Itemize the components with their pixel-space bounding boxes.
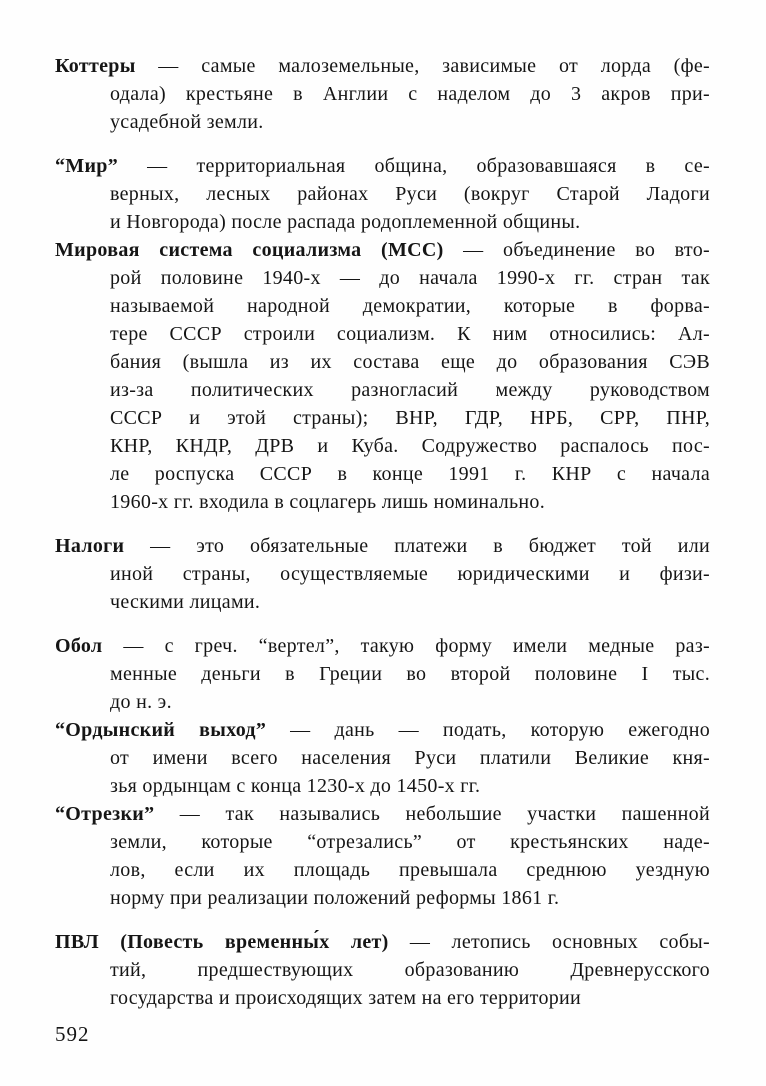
definition-line: земли, которые “отрезались” от крестьянских наде- (110, 831, 710, 853)
definition-line: ческими лицами. (110, 591, 261, 613)
definition-text: территориальная община, образовавшаяся в се- (196, 155, 710, 177)
definition-line: тере СССР строили социализм. К ним относились: Ал- (110, 323, 710, 345)
glossary-entry (55, 716, 710, 800)
definition-line: государства и происходящих затем на его территории (110, 987, 582, 1009)
definition-text: это обязательные платежи в бюджет той или (196, 535, 710, 557)
glossary-entry (55, 532, 710, 616)
term-separator: — (463, 239, 484, 261)
definition-line: из-за политических разногласий между руководством (110, 379, 710, 401)
term-separator: — (290, 719, 311, 741)
glossary-entry (55, 152, 710, 236)
definition-line: 1960-х гг. входила в соцлагерь лишь номинально. (110, 491, 546, 513)
glossary-entry (55, 632, 710, 716)
term-separator: — (150, 535, 171, 557)
definition-line: усадебной земли. (110, 111, 264, 133)
definition-line: и Новгорода) после распада родоплеменной общины. (110, 211, 581, 233)
glossary-term: “Ордынский выход” (55, 719, 267, 741)
page-number: 592 (55, 1022, 90, 1046)
glossary-term: Обол (55, 635, 103, 657)
definition-line: ле роспуска СССР в конце 1991 г. КНР с начала (110, 463, 710, 485)
glossary-entry (55, 928, 710, 1012)
term-separator: — (409, 931, 431, 953)
definition-line: норму при реализации положений реформы 1861 г. (110, 887, 560, 909)
definition-text: самые малоземельные, зависимые от лорда (фе- (201, 55, 710, 77)
glossary-entry (55, 52, 710, 136)
definition-line: тий, предшествующих образованию Древнерусского (110, 959, 710, 981)
definition-line: рой половине 1940-х — до начала 1990-х гг. стран так (110, 267, 710, 289)
definition-line: лов, если их площадь превышала среднюю уездную (110, 859, 710, 881)
definition-line: верных, лесных районах Руси (вокруг Старой Ладоги (110, 183, 710, 205)
definition-line: одала) крестьяне в Англии с наделом до 3 акров при- (110, 83, 710, 105)
term-separator: — (179, 803, 201, 825)
definition-line: иной страны, осуществляемые юридическими и физи- (110, 563, 710, 585)
term-separator: — (158, 55, 179, 77)
term-separator: — (123, 635, 144, 657)
glossary-term: Коттеры (55, 55, 136, 77)
definition-line (55, 800, 710, 828)
definition-line: СССР и этой страны); ВНР, ГДР, НРБ, СРР, ПНР, (110, 407, 710, 429)
definition-text: объединение во вто- (503, 239, 710, 261)
definition-line: от имени всего населения Руси платили Великие кня- (110, 747, 710, 769)
definition-line (55, 52, 710, 80)
glossary-term: Налоги (55, 535, 125, 557)
definition-line (55, 928, 710, 956)
definition-line (55, 632, 710, 660)
definition-line (55, 532, 710, 560)
glossary-term: ПВЛ (Повесть временны́х лет) (55, 931, 389, 953)
glossary-term: Мировая система социализма (МСС) (55, 239, 444, 261)
term-separator: — (147, 155, 168, 177)
definition-line: КНР, КНДР, ДРВ и Куба. Содружество распалось пос- (110, 435, 710, 457)
definition-line: называемой народной демократии, которые в форва- (110, 295, 710, 317)
definition-line (55, 236, 710, 264)
definition-text: дань — подать, которую ежегодно (334, 719, 710, 741)
glossary-term: “Отрезки” (55, 803, 155, 825)
glossary-term: “Мир” (55, 155, 119, 177)
definition-text: летопись основных собы- (451, 931, 710, 953)
definition-line: менные деньги в Греции во второй половине I тыс. (110, 663, 710, 685)
definition-line: зья ордынцам с конца 1230-х до 1450-х гг. (110, 775, 481, 797)
definition-line: до н. э. (110, 691, 172, 713)
definition-line: бания (вышла из их состава еще до образования СЭВ (110, 351, 710, 373)
definition-line (55, 152, 710, 180)
definition-line (55, 716, 710, 744)
glossary-entry (55, 236, 710, 516)
glossary-entry (55, 800, 710, 912)
definition-text: с греч. “вертел”, такую форму имели медные раз- (164, 635, 710, 657)
definition-text: так назывались небольшие участки пашенной (225, 803, 710, 825)
glossary (55, 52, 710, 1012)
